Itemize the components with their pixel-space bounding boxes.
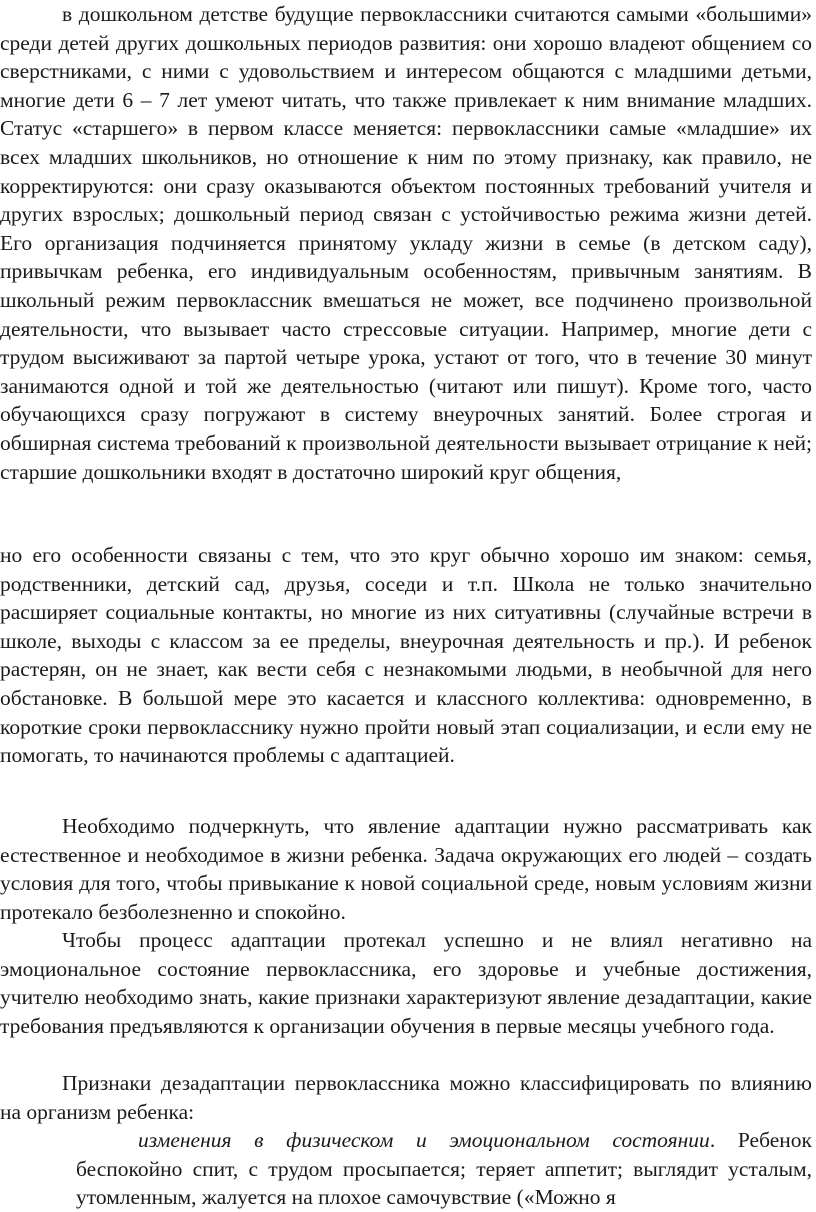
list-item-physical-emotional xyxy=(76,1126,812,1212)
list-item-text: . Ребенок беспокойно спит, с трудом просыпается; теряет аппетит; выглядит усталым, утомленным, жалуется на плохое самочувствие («Можно я xyxy=(76,1128,812,1210)
paragraph-social-circle: но его особенности связаны с тем, что это круг обычно хорошо им знаком: семья, родственники, детский сад, друзья, соседи и т.п. Школа не только значительно расширяет социальные контакты, но многие из них ситуативны (случайные встречи в школе, выходы с классом за ее пределы, внеурочная деятельность и пр.). И ребенок растерян, он не знает, как вести себя с незнакомыми людьми, в необычной для него обстановке. В большой мере это касается и классного коллектива: одновременно, в короткие сроки первокласснику нужно пройти новый этап социализации, и если ему не помогать, то начинаются проблемы с адаптацией. xyxy=(0,543,812,768)
paragraph-adaptation-natural: Необходимо подчеркнуть, что явление адаптации нужно рассматривать как естественное и необходимое в жизни ребенка. Задача окружающих его людей – создать условия для того, чтобы привыкание к новой социальной среде, новым условиям жизни протекало безболезненно и спокойно. xyxy=(0,814,812,924)
list-item-emphasis: изменения в физическом и эмоциональном состоянии xyxy=(138,1128,710,1152)
paragraph-preschool-status: в дошкольном детстве будущие первоклассники считаются самыми «большими» среди детей других дошкольных периодов развития: они хорошо владеют общением со сверстниками, с ними с удовольствием и интересом общаются с младшими детьми, многие дети 6 – 7 лет умеют читать, что также привлекает к ним внимание младших. Статус «старшего» в первом классе меняется: первоклассники самые «младшие» их всех младших школьников, но отношение к ним по этому признаку, как правило, не корректируются: они сразу оказываются объектом постоянных требований учителя и других взрослых; дошкольный период связан с устойчивостью режима жизни детей. Его организация подчиняется принятому укладу жизни в семье (в детском саду), привычкам ребенка, его индивидуальным особенностям, привычным занятиям. В школьный режим первоклассник вмешаться не может, все подчинено произвольной деятельности, что вызывает часто стрессовые ситуации. Например, многие дети с трудом высиживают за партой четыре урока, устают от того, что в течение 30 минут занимаются одной и той же деятельностью (читают или пишут). Кроме того, часто обучающихся сразу погружают в систему внеурочных занятий. Более строгая и обширная система требований к произвольной деятельности вызывает отрицание к ней; старшие дошкольники входят в достаточно широкий круг общения, xyxy=(0,2,812,484)
paragraph-teacher-knowledge: Чтобы процесс адаптации протекал успешно и не влиял негативно на эмоциональное состояние первоклассника, его здоровье и учебные достижения, учителю необходимо знать, какие признаки характеризуют явление дезадаптации, какие требования предъявляются к организации обучения в первые месяцы учебного года. xyxy=(0,928,812,1038)
paragraph-classification-intro: Признаки дезадаптации первоклассника можно классифицировать по влиянию на организм ребенка: xyxy=(0,1071,812,1124)
